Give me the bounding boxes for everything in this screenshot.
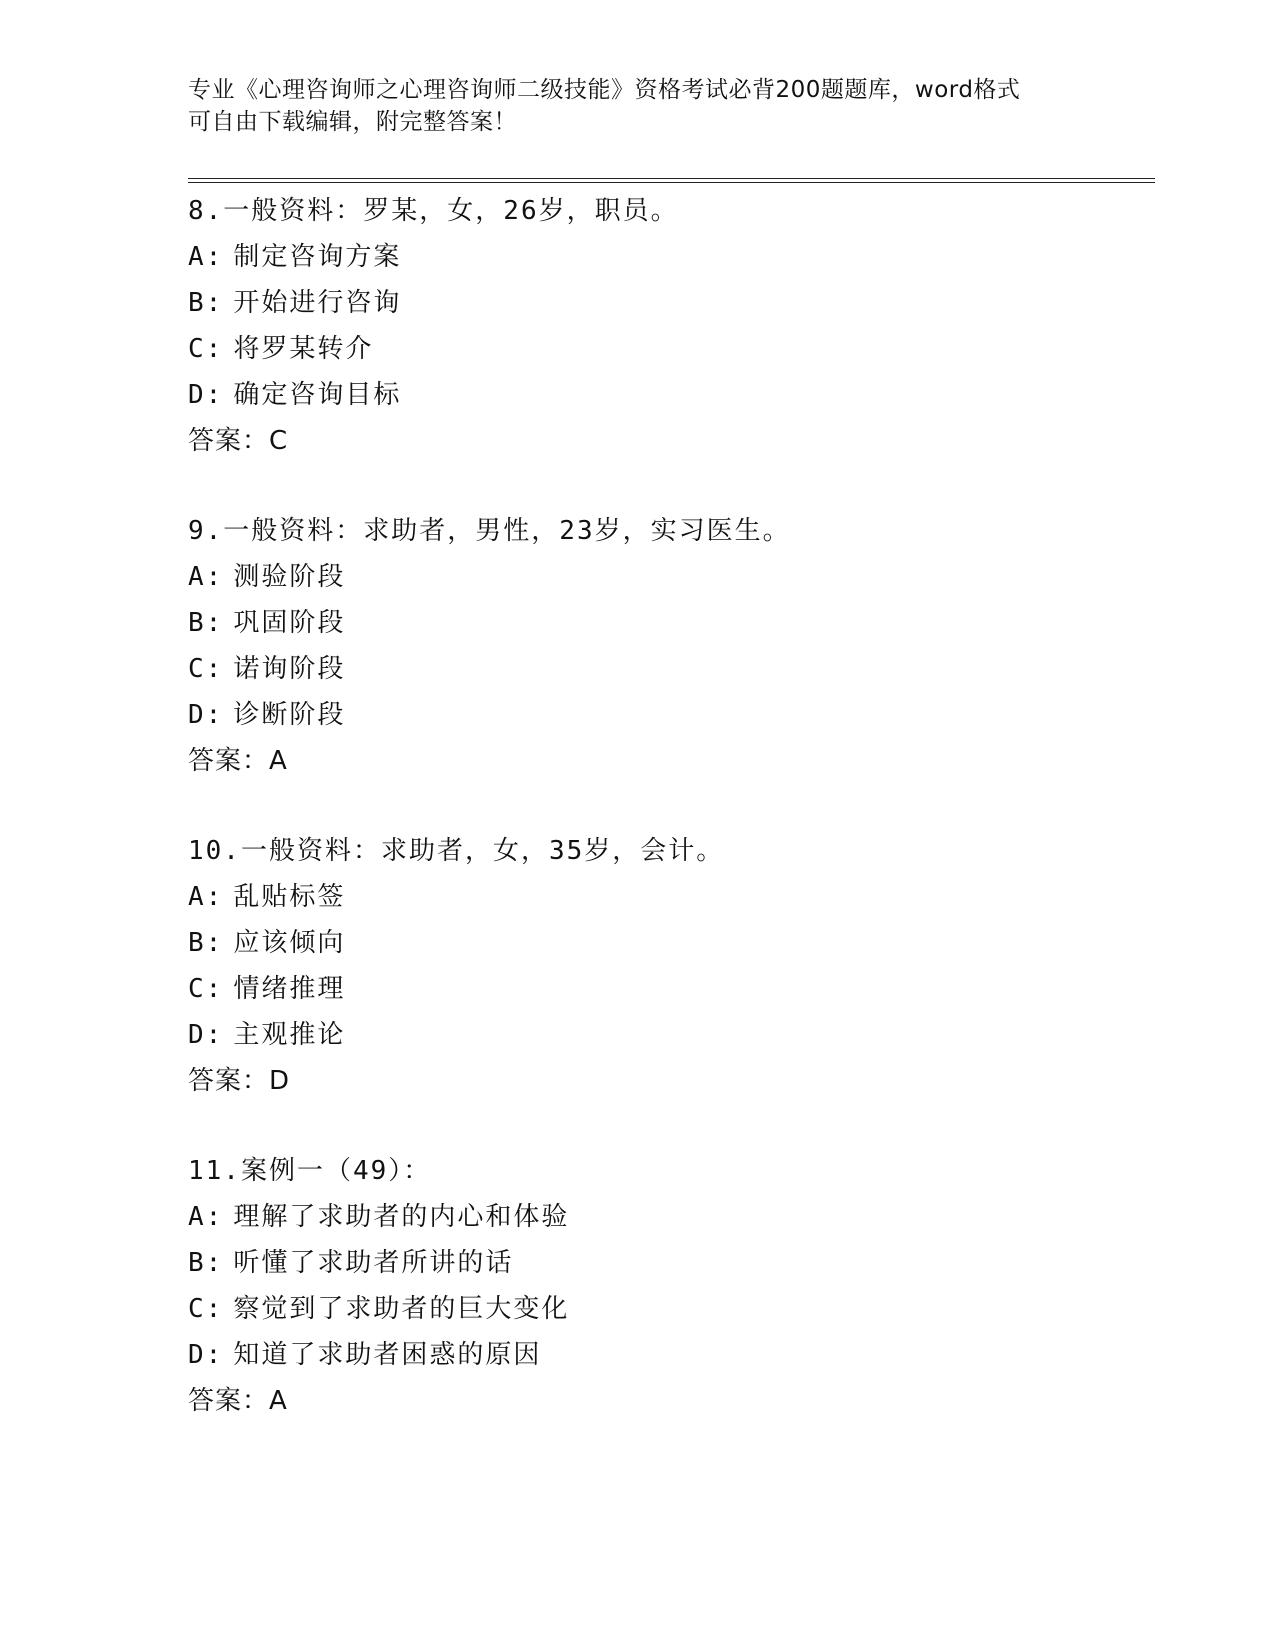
- option-label: D:: [188, 1340, 224, 1370]
- option-label: B:: [188, 608, 224, 638]
- option-text: 诊断阶段: [233, 700, 346, 730]
- option-label: B:: [188, 928, 224, 958]
- option-text: 制定咨询方案: [233, 242, 402, 272]
- answer-line: 答案：C: [188, 426, 289, 456]
- question-stem: 8.一般资料：罗某，女，26岁，职员。: [188, 196, 679, 226]
- option-text: 将罗某转介: [233, 334, 374, 364]
- header-divider-bottom: [188, 182, 1155, 183]
- option-a: [188, 234, 1148, 280]
- header-title-line-1: 专业《心理咨询师之心理咨询师二级技能》资格考试必背200题题库，word格式: [188, 77, 1021, 103]
- option-label: D:: [188, 380, 224, 410]
- option-a: [188, 874, 1148, 920]
- option-text: 确定咨询目标: [233, 380, 402, 410]
- option-text: 乱贴标签: [233, 882, 346, 912]
- option-label: D:: [188, 700, 224, 730]
- option-label: A:: [188, 1202, 224, 1232]
- option-text: 巩固阶段: [233, 608, 346, 638]
- option-label: A:: [188, 242, 224, 272]
- option-d: [188, 692, 1148, 738]
- option-label: B:: [188, 288, 224, 318]
- option-text: 开始进行咨询: [233, 288, 402, 318]
- option-label: C:: [188, 654, 224, 684]
- option-c: [188, 1286, 1148, 1332]
- option-label: D:: [188, 1020, 224, 1050]
- question-block: [188, 828, 1148, 1104]
- header-divider-top: [188, 178, 1155, 179]
- option-text: 情绪推理: [233, 974, 346, 1004]
- answer-line: 答案：A: [188, 1386, 288, 1416]
- question-stem: 10.一般资料：求助者，女，35岁，会计。: [188, 836, 725, 866]
- option-b: [188, 600, 1148, 646]
- option-a: [188, 1194, 1148, 1240]
- answer-line: 答案：D: [188, 1066, 291, 1096]
- option-a: [188, 554, 1148, 600]
- option-text: 应该倾向: [233, 928, 346, 958]
- question-block: [188, 1148, 1148, 1424]
- option-d: [188, 1332, 1148, 1378]
- option-label: C:: [188, 974, 224, 1004]
- header-title-line-2: 可自由下载编辑，附完整答案！: [188, 109, 517, 135]
- option-c: [188, 646, 1148, 692]
- option-label: B:: [188, 1248, 224, 1278]
- option-label: C:: [188, 334, 224, 364]
- document-header: [188, 74, 1088, 138]
- option-b: [188, 280, 1148, 326]
- question-stem: 9.一般资料：求助者，男性，23岁，实习医生。: [188, 516, 791, 546]
- option-b: [188, 1240, 1148, 1286]
- option-text: 听懂了求助者所讲的话: [233, 1248, 514, 1278]
- option-d: [188, 1012, 1148, 1058]
- option-b: [188, 920, 1148, 966]
- option-text: 测验阶段: [233, 562, 346, 592]
- option-text: 诺询阶段: [233, 654, 346, 684]
- question-block: [188, 188, 1148, 464]
- question-block: [188, 508, 1148, 784]
- option-text: 察觉到了求助者的巨大变化: [233, 1294, 570, 1324]
- option-c: [188, 966, 1148, 1012]
- option-text: 知道了求助者困惑的原因: [233, 1340, 542, 1370]
- option-label: A:: [188, 562, 224, 592]
- option-label: A:: [188, 882, 224, 912]
- option-text: 理解了求助者的内心和体验: [233, 1202, 570, 1232]
- answer-line: 答案：A: [188, 746, 288, 776]
- option-label: C:: [188, 1294, 224, 1324]
- question-stem: 11.案例一（49）：: [188, 1156, 432, 1186]
- option-d: [188, 372, 1148, 418]
- option-c: [188, 326, 1148, 372]
- option-text: 主观推论: [233, 1020, 346, 1050]
